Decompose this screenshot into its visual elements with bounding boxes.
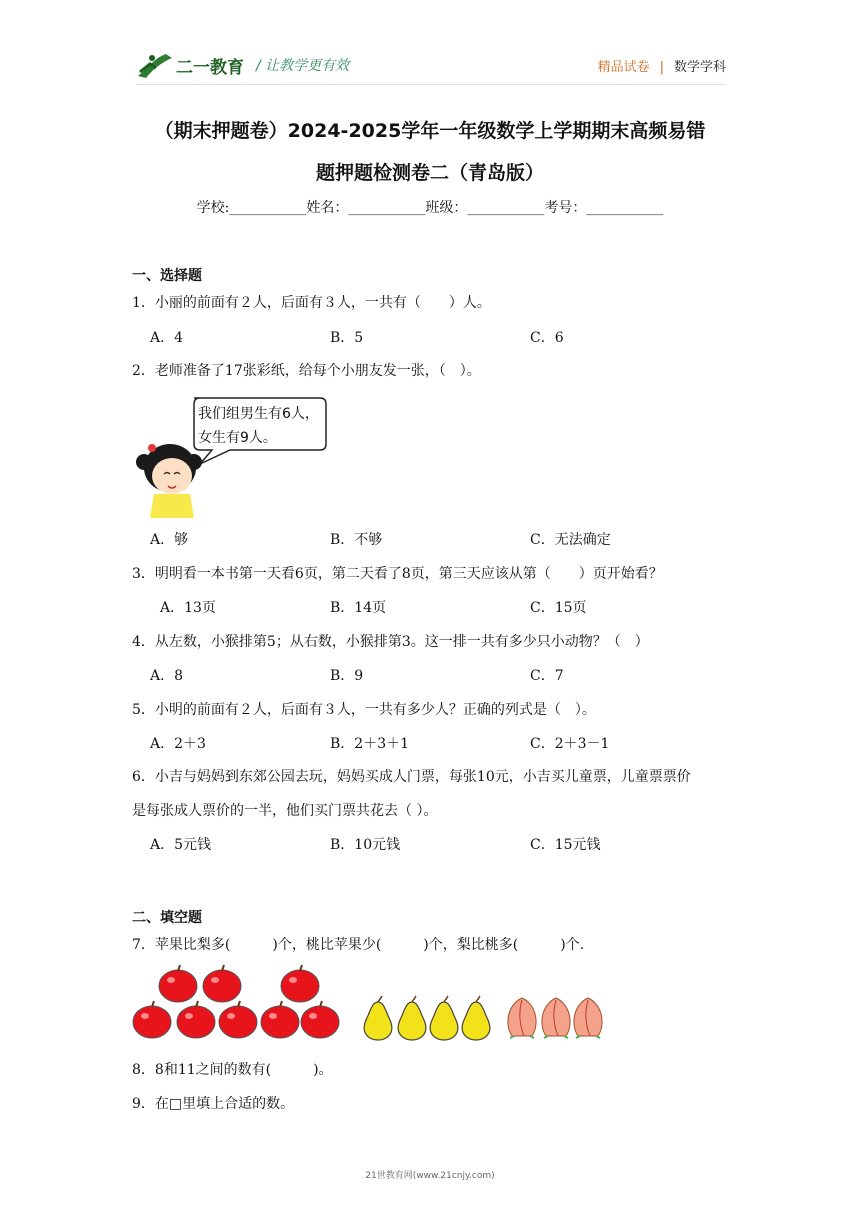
question-1: 1．小丽的前面有２人，后面有３人，一共有（ ）人。 xyxy=(132,295,491,311)
header-tag-premium: 精品试卷 xyxy=(597,60,650,75)
question-7: 7．苹果比梨多( )个，桃比苹果少( )个，梨比桃多( )个. xyxy=(132,937,585,953)
peach-icon xyxy=(508,998,536,1038)
q2-option-a: A．够 xyxy=(150,532,189,548)
page-header xyxy=(0,0,860,100)
logo-text: 二一教育 xyxy=(176,58,244,78)
question-5: 5．小明的前面有２人，后面有３人，一共有多少人？正确的列式是（ ）。 xyxy=(132,702,596,718)
q3-option-a: A．13页 xyxy=(160,600,216,616)
apple-icon xyxy=(159,965,197,1002)
pear-icon xyxy=(398,996,426,1040)
pear-icon xyxy=(462,996,490,1040)
apple-icon xyxy=(203,965,241,1002)
question-6-line2: 是每张成人票价的一半，他们买门票共花去（ ）。 xyxy=(132,803,438,819)
header-right xyxy=(598,56,726,75)
q6-option-a: A．5元钱 xyxy=(150,837,212,853)
question-8: 8．8和11之间的数有( )。 xyxy=(132,1062,333,1078)
page-title-line1: （期末押题卷）2024-2025学年一年级数学上学期期末高频易错 xyxy=(154,120,706,142)
apple-icon xyxy=(177,1001,215,1038)
question-9: 9．在□里填上合适的数。 xyxy=(132,1096,295,1112)
question-2: 2．老师准备了17张彩纸，给每个小朋友发一张，（ ）。 xyxy=(132,363,481,379)
pear-icon xyxy=(430,996,458,1040)
section-heading-choice: 一、选择题 xyxy=(132,268,202,284)
header-tag-subject: 数学学科 xyxy=(673,60,726,75)
q6-option-b: B．10元钱 xyxy=(330,837,401,853)
header-divider xyxy=(136,84,726,85)
bubble-line1: 我们组男生有6人， xyxy=(198,406,319,422)
q5-option-b: B．2＋3＋1 xyxy=(330,736,410,752)
apple-icon xyxy=(301,1001,339,1038)
number-field: 考号：___________ xyxy=(544,200,664,216)
girl-icon xyxy=(136,444,202,518)
q1-option-b: B．5 xyxy=(330,330,364,346)
section-heading-fill: 二、填空题 xyxy=(132,910,202,926)
q1-option-c: C．6 xyxy=(530,330,564,346)
apple-icon xyxy=(261,1001,299,1038)
name-field: 姓名：___________ xyxy=(306,200,426,216)
q4-option-c: C．7 xyxy=(530,668,564,684)
header-separator: | xyxy=(659,60,664,75)
bubble-line2: 女生有9人。 xyxy=(198,430,277,446)
school-field: 学校:___________ xyxy=(196,200,307,216)
page-footer: 21世教育网(www.21cnjy.com) xyxy=(365,1171,495,1181)
student-info-line xyxy=(0,197,860,217)
q2-option-c: C．无法确定 xyxy=(530,532,611,548)
q4-option-b: B．9 xyxy=(330,668,364,684)
pear-icon xyxy=(364,996,392,1040)
peach-icon xyxy=(574,998,602,1038)
class-field: 班级：___________ xyxy=(425,200,545,216)
q2-option-b: B．不够 xyxy=(330,532,383,548)
peach-icon xyxy=(542,998,570,1038)
q3-option-b: B．14页 xyxy=(330,600,387,616)
question-4: 4．从左数，小猴排第5；从右数，小猴排第3。这一排一共有多少只小动物？（ ） xyxy=(132,634,649,650)
girl-speech-illustration xyxy=(130,392,330,520)
q5-option-a: A．2＋3 xyxy=(150,736,206,752)
q4-option-a: A．8 xyxy=(150,668,184,684)
q1-option-a: A．4 xyxy=(150,330,184,346)
question-6-line1: 6．小吉与妈妈到东郊公园去玩，妈妈买成人门票，每张10元，小吉买儿童票，儿童票票价 xyxy=(132,769,691,785)
apple-icon xyxy=(281,965,319,1002)
fruit-illustration xyxy=(130,964,620,1044)
q5-option-c: C．2＋3－1 xyxy=(530,736,610,752)
apple-icon xyxy=(133,1001,171,1038)
page-title-line2: 题押题检测卷二（青岛版） xyxy=(315,162,544,184)
q3-option-c: C．15页 xyxy=(530,600,587,616)
logo-icon xyxy=(136,50,244,80)
slogan: / 让教学更有效 xyxy=(256,58,350,74)
q6-option-c: C．15元钱 xyxy=(530,837,601,853)
apple-icon xyxy=(219,1001,257,1038)
question-3: 3．明明看一本书第一天看6页，第二天看了8页，第三天应该从第（ ）页开始看？ xyxy=(132,566,663,582)
